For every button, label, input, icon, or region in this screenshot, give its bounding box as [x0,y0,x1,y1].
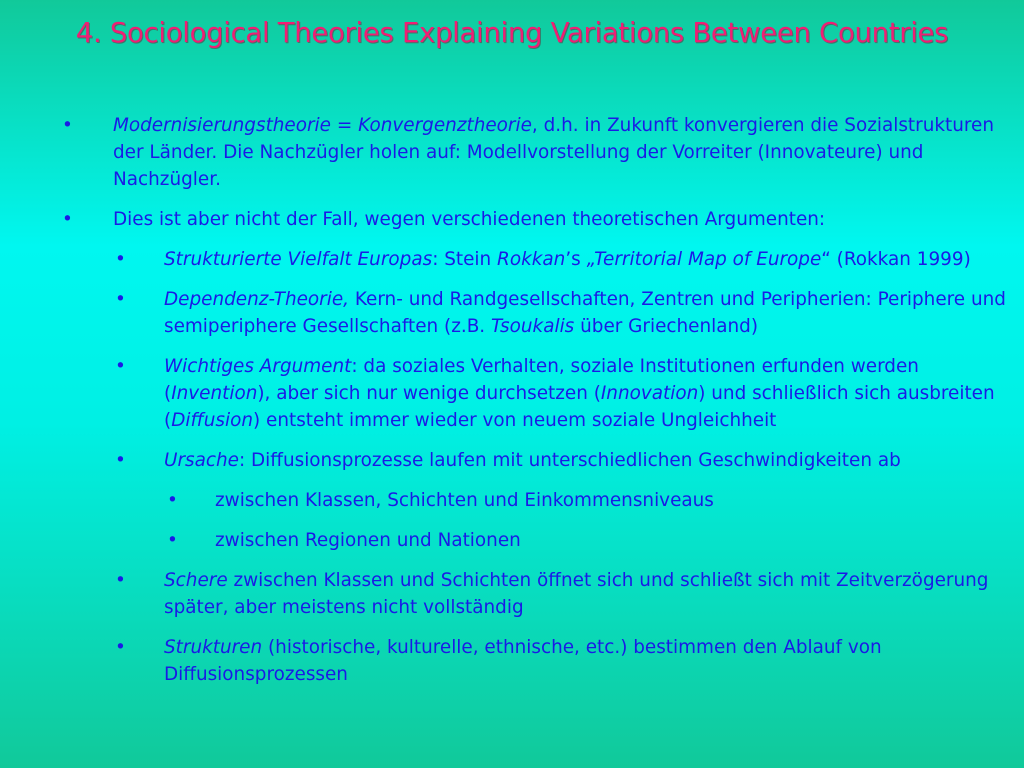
bullet-marker: • [115,249,126,270]
text-segment: : da soziales Verhalten, soziale Institutionen erfunden werden ( [164,356,919,404]
emphasized-term: Schere [164,570,228,591]
emphasized-term: „Territorial Map of Europe [586,249,822,270]
text-segment: : Stein [432,249,498,270]
text-segment: ) entsteht immer wieder von neuem soziale Ungleichheit [253,410,777,431]
bullet-marker: • [115,356,126,377]
bullet-item [0,206,1024,233]
bullet-text [215,527,1014,554]
bullet-marker: • [115,570,126,591]
bullet-item [0,527,1024,554]
bullet-text [164,567,1014,621]
bullet-marker: • [115,637,126,658]
bullet-item [0,112,1024,193]
slide-title: 4. Sociological Theories Explaining Variations Between Countries [75,17,949,49]
bullet-marker: • [115,450,126,471]
emphasized-term: Strukturen [164,637,263,658]
text-segment: “ (Rokkan 1999) [821,249,971,270]
emphasized-term: Modernisierungstheorie [113,115,331,136]
bullet-text [164,286,1014,340]
text-segment: (historische, kulturelle, ethnische, etc.) bestimmen den Ablauf von Diffusionsprozessen [164,637,882,685]
text-segment: , d.h. in Zukunft konvergieren die Sozialstrukturen der Länder. Die Nachzügler holen auf: Modellvorstellung der Vorreiter (Innovateure) und Nachzügler. [113,115,995,190]
emphasized-term: Strukturierte Vielfalt Europas [164,249,433,270]
bullet-item [0,286,1024,340]
emphasized-term: Wichtiges Argument [164,356,352,377]
bullet-marker: • [115,289,126,310]
emphasized-term: Invention [171,383,258,404]
text-segment: zwischen Regionen und Nationen [215,530,521,551]
bullet-text [164,246,1014,273]
text-segment: ’s [565,249,587,270]
emphasized-term: Diffusion [171,410,253,431]
bullet-text [164,634,1014,688]
bullet-item [0,353,1024,434]
bullet-item [0,567,1024,621]
emphasized-term: Dependenz-Theorie, [164,289,350,310]
bullet-marker: • [62,115,73,136]
bullet-text [215,487,1014,514]
bullet-text [164,353,1014,434]
bullet-list [0,112,1024,688]
text-segment: zwischen Klassen, Schichten und Einkommensniveaus [215,490,714,511]
bullet-text [113,112,1014,193]
text-segment: Dies ist aber nicht der Fall, wegen verschiedenen theoretischen Argumenten: [113,209,826,230]
bullet-item [0,447,1024,474]
text-segment: ) und schließlich sich ausbreiten ( [164,383,995,431]
text-segment: ), aber sich nur wenige durchsetzen ( [257,383,601,404]
bullet-marker: • [167,530,178,551]
text-segment: = [331,115,359,136]
bullet-text [113,206,1014,233]
bullet-marker: • [62,209,73,230]
bullet-item [0,634,1024,688]
emphasized-term: Tsoukalis [491,316,575,337]
emphasized-term: Konvergenztheorie [358,115,532,136]
emphasized-term: Innovation [600,383,699,404]
text-segment: : Diffusionsprozesse laufen mit unterschiedlichen Geschwindigkeiten ab [238,450,901,471]
text-segment: zwischen Klassen und Schichten öffnet sich und schließt sich mit Zeitverzögerung später, aber meistens nicht vollständig [164,570,989,618]
emphasized-term: Rokkan [497,249,566,270]
bullet-item [0,246,1024,273]
bullet-text [164,447,1014,474]
text-segment: über Griechenland) [574,316,759,337]
emphasized-term: Ursache [164,450,239,471]
text-segment: Kern- und Randgesellschaften, Zentren und Peripherien: Periphere und semiperiphere Gesellschaften (z.B. [164,289,1006,337]
bullet-item [0,487,1024,514]
bullet-marker: • [167,490,178,511]
